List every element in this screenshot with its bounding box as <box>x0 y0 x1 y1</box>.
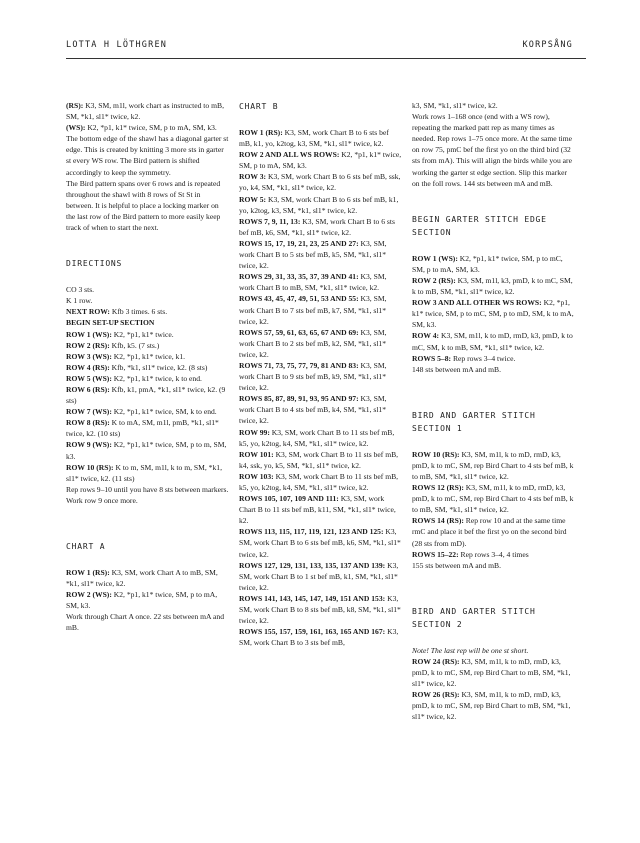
instruction-row: ROWS 141, 143, 145, 147, 149, 151 AND 153: K3, SM, work Chart B to 8 sts bef mB, k8, SM, *k1, sl1* twice, k2. <box>239 593 401 626</box>
instruction-row: ROW 5 (WS): K2, *p1, k1* twice, k to end. <box>66 373 202 383</box>
instruction-row: ROWS 105, 107, 109 AND 111: K3, SM, work Chart B to 11 sts bef mB, k11, SM, *k1, sl1* twice, k2. <box>239 494 396 526</box>
chart-b-rows <box>239 127 402 648</box>
section-heading-chart-b: CHART B <box>239 102 279 111</box>
instruction-row: ROWS 12 (RS): K3, SM, m1l, k to mD, rmD, k3, pmD, k to mC, SM, rep Bird Chart to 4 sts bef mB, k to mB, SM, *k1, sl1* twice, k2. <box>412 483 574 515</box>
instruction-row: ROW 7 (WS): K2, *p1, k1* twice, SM, k to end. <box>66 407 217 417</box>
instruction-row: ROWS 57, 59, 61, 63, 65, 67 AND 69: K3, SM, work Chart B to 2 sts bef mB, k2, SM, *k1, sl1* twice, k2. <box>239 327 387 359</box>
instruction-row: ROW 103: K3, SM, work Chart B to 11 sts bef mB, k5, yo, k2tog, k4, SM, *k1, sl1* twice, k2. <box>239 471 399 492</box>
instruction-row: ROWS 71, 73, 75, 77, 79, 81 AND 83: K3, SM, work Chart B to 9 sts bef mB, k9, SM, *k1, sl1* twice, k2. <box>239 360 387 393</box>
chart-a-rows <box>66 567 229 611</box>
instruction-row: ROWS 15–22: Rep rows 3–4, 4 times <box>412 549 529 559</box>
instruction-line: 148 sts between mA and mB. <box>412 364 502 374</box>
instruction-line: 155 sts between mA and mB. <box>412 560 502 570</box>
instruction-row: ROW 1 (RS): K3, SM, work Chart A to mB, SM, *k1, sl1* twice, k2. <box>66 568 218 589</box>
instruction-row: ROW 2 AND ALL WS ROWS: K2, *p1, k1* twice, SM, p to mA, SM, k3. <box>239 150 402 171</box>
section-heading-garter-edge: BEGIN GARTER STITCH EDGE SECTION <box>412 214 547 237</box>
instruction-row: ROWS 29, 31, 33, 35, 37, 39 AND 41: K3, SM, work Chart B to mB, SM, *k1, sl1* twice, k2. <box>239 272 387 293</box>
bird-garter-2-rows <box>412 656 575 723</box>
section-heading-chart-a: CHART A <box>66 542 106 551</box>
instruction-row: ROWS 127, 129, 131, 133, 135, 137 AND 139: K3, SM, work Chart B to 1 st bef mB, k1, SM, *k1, sl1* twice, k2. <box>239 560 399 592</box>
instruction-row: ROW 99: K3, SM, work Chart B to 11 sts bef mB, k5, yo, k2tog, k4, SM, *k1, sl1* twice, k2. <box>239 427 395 448</box>
body-paragraph: The Bird pattern spans over 6 rows and is repeated throughout the shawl with 8 rows of St St in between. It is helpful to place a locking marker on the last row of the Bird pattern to more easily keep track of when to start the next. <box>66 178 221 233</box>
section-heading-bird-garter-2: BIRD AND GARTER STITCH SECTION 2 <box>412 606 536 629</box>
instruction-row: ROW 1 (WS): K2, *p1, k1* twice, SM, p to mC, SM, p to mA, SM, k3. <box>412 253 563 274</box>
instruction-row: ROW 2 (RS): Kfb, k5. (7 sts.) <box>66 340 160 350</box>
instruction-row: ROW 10 (RS): K3, SM, m1l, k to mD, rmD, k3, pmD, k to mC, SM, rep Bird Chart to 4 sts bef mB, k to mB, SM, *k1, sl1* twice, k2. <box>412 449 574 481</box>
column-1 <box>66 100 229 634</box>
instruction-row: ROW 26 (RS): K3, SM, m1l, k to mD, rmD, k3, pmD, k to mC, SM, rep Bird Chart to mB, SM, *k1, sl1* twice, k2. <box>412 690 571 722</box>
instruction-row: ROW 1 (RS): K3, SM, work Chart B to 6 sts bef mB, k1, yo, k2tog, k3, SM, *k1, sl1* twice, k2. <box>239 128 389 149</box>
instruction-row: ROWS 43, 45, 47, 49, 51, 53 AND 55: K3, SM, work Chart B to 7 sts bef mB, k7, SM, *k1, sl1* twice, k2. <box>239 294 387 326</box>
designer-name: LOTTA H LÖTHGREN <box>66 40 168 50</box>
instruction-line: Work row 9 once more. <box>66 495 138 505</box>
instruction-row: NEXT ROW: Kfb 3 times. 6 sts. <box>66 307 168 317</box>
instruction-row: ROW 10 (RS): K to m, SM, m1l, k to m, SM, *k1, sl1* twice, k2. (11 sts) <box>66 462 222 483</box>
pattern-name: KORPSÅNG <box>522 40 573 50</box>
column-2 <box>239 100 402 648</box>
bird-garter-1-rows <box>412 449 575 560</box>
running-head <box>66 40 573 52</box>
instruction-row: ROW 8 (RS): K to mA, SM, m1l, pmB, *k1, sl1* twice, k2. (10 sts) <box>66 418 219 439</box>
body-paragraph: The bottom edge of the shawl has a diagonal garter st edge. This is created by knitting 3 more sts in garter st every WS row. The Bird pattern is shifted accordingly to keep the symmetry. <box>66 134 229 177</box>
instruction-line: Rep rows 9–10 until you have 8 sts between markers. <box>66 484 229 494</box>
instruction-row: (WS): K2, *p1, k1* twice, SM, p to mA, SM, k3. <box>66 123 217 133</box>
instruction-row: ROW 6 (RS): Kfb, k1, pmA, *k1, sl1* twice, k2. (9 sts) <box>66 384 226 406</box>
subsection-title: BEGIN SET-UP SECTION <box>66 318 155 328</box>
instruction-row: ROW 2 (RS): K3, SM, m1l, k3, pmD, k to mC, SM, k to mB, SM, *k1, sl1* twice, k2. <box>412 275 573 297</box>
setup-rows <box>66 329 229 484</box>
header-rule <box>66 58 586 59</box>
instruction-row: ROW 101: K3, SM, work Chart B to 11 sts bef mB, k4, ssk, yo, k5, SM, *k1, sl1* twice, k2. <box>239 449 399 470</box>
instruction-row: ROW 2 (WS): K2, *p1, k1* twice, SM, p to mA, SM, k3. <box>66 590 218 611</box>
instruction-row: (RS): K3, SM, m1l, work chart as instructed to mB, SM, *k1, sl1* twice, k2. <box>66 101 224 122</box>
instruction-row: ROW 4: K3, SM, m1l, k to mD, rmD, k3, pmD, k to mC, SM, k to mB, SM, *k1, sl1* twice, k2. <box>412 331 573 352</box>
instruction-row: ROW 3 (WS): K2, *p1, k1* twice, k1. <box>66 351 186 361</box>
instruction-row: ROWS 113, 115, 117, 119, 121, 123 AND 125: K3, SM, work Chart B to 6 sts bef mB, k6, SM, *k1, sl1* twice, k2. <box>239 527 401 559</box>
instruction-row: ROW 3: K3, SM, work Chart B to 6 sts bef mB, ssk, yo, k4, SM, *k1, sl1* twice, k2. <box>239 172 401 193</box>
instruction-row: ROWS 155, 157, 159, 161, 163, 165 AND 167: K3, SM, work Chart B to 3 sts bef mB, <box>239 627 399 648</box>
instruction-row: ROWS 7, 9, 11, 13: K3, SM, work Chart B to 6 sts bef mB, k6, SM, *k1, sl1* twice, k2. <box>239 216 395 237</box>
column-3 <box>412 100 575 722</box>
instruction-line: k3, SM, *k1, sl1* twice, k2. <box>412 101 498 110</box>
section-heading-directions: DIRECTIONS <box>66 259 123 269</box>
note-line: Note! The last rep will be one st short. <box>412 645 529 655</box>
instruction-line: Work through Chart A once. 22 sts between mA and mB. <box>66 612 224 633</box>
instruction-row: ROWS 14 (RS): Rep row 10 and at the same time rmC and place it bef the first yo on the second bird (28 sts from mD). <box>412 516 567 548</box>
instruction-row: ROW 9 (WS): K2, *p1, k1* twice, SM, p to m, SM, k3. <box>66 440 227 461</box>
instruction-row: ROWS 15, 17, 19, 21, 23, 25 AND 27: K3, SM, work Chart B to 5 sts bef mB, k5, SM, *k1, sl1* twice, k2. <box>239 238 387 271</box>
instruction-row: ROW 24 (RS): K3, SM, m1l, k to mD, rmD, k3, pmD, k to mC, SM, rep Bird Chart to mB, SM, *k1, sl1* twice, k2. <box>412 656 571 689</box>
instruction-row: ROWS 5–8: Rep rows 3–4 twice. <box>412 353 516 363</box>
instruction-row: ROW 5: K3, SM, work Chart B to 6 sts bef mB, k1, yo, k2tog, k3, SM, *k1, sl1* twice, k2. <box>239 194 399 215</box>
instruction-line: CO 3 sts. <box>66 285 95 295</box>
instruction-row: ROWS 85, 87, 89, 91, 93, 95 AND 97: K3, SM, work Chart B to 4 sts bef mB, k4, SM, *k1, sl1* twice, k2. <box>239 394 387 426</box>
section-heading-bird-garter-1: BIRD AND GARTER STITCH SECTION 1 <box>412 410 536 433</box>
body-paragraph: Work rows 1–168 once (end with a WS row), repeating the marked patt rep as many times as needed. Rep rows 1–75 once more. At the same time on row 75, pmC bef the first yo on the third bird (32 sts from mA). This will align the birds while you are working the garter st edge section. Slip this marker on the foll rows. 144 sts between mA and mB. <box>412 112 573 188</box>
instruction-row: ROW 3 AND ALL OTHER WS ROWS: K2, *p1, k1* twice, SM, p to mC, SM, p to mD, SM, k to mA, SM, k3. <box>412 298 574 330</box>
instruction-line: K 1 row. <box>66 296 93 306</box>
garter-rows <box>412 253 575 364</box>
instruction-row: ROW 4 (RS): Kfb, *k1, sl1* twice, k2. (8 sts) <box>66 362 208 372</box>
instruction-row: ROW 1 (WS): K2, *p1, k1* twice. <box>66 329 174 339</box>
